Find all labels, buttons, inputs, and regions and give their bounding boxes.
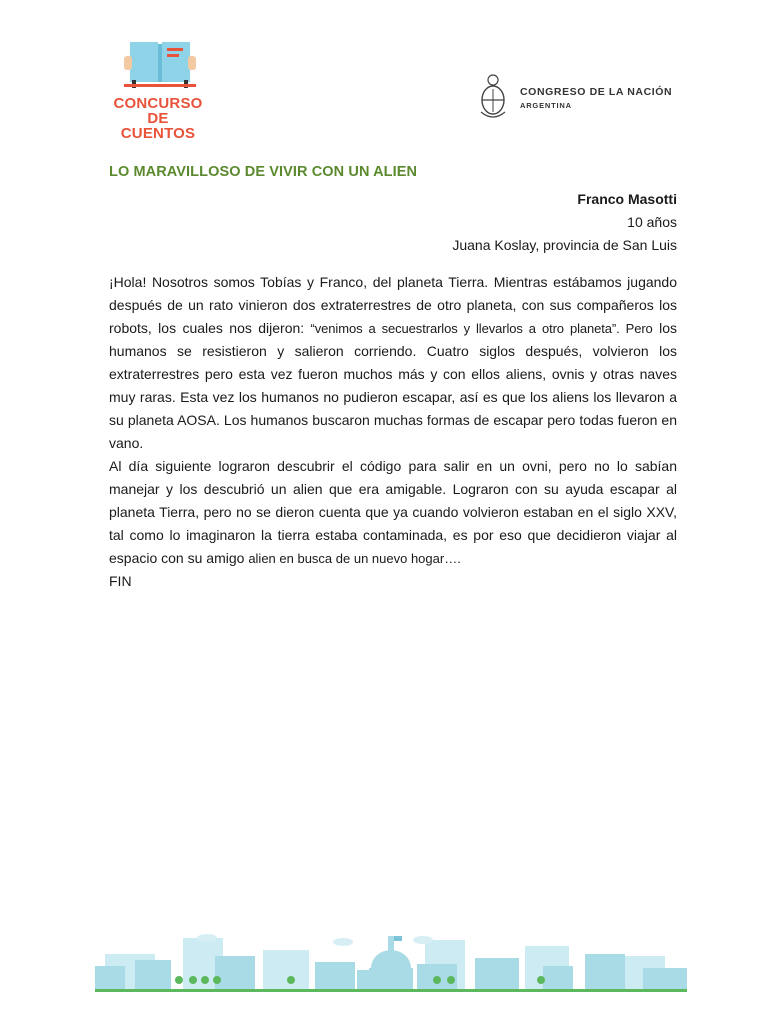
paragraph-2-part-a: Al día siguiente lograron descubrir el código para salir en un ovni, pero no lo sabían manejar y los descubrió un alien que era amigable. Lograron con su ayuda escapar al planeta Tierra, pero no se dieron cuenta que ya cuando volvieron estaban en el siglo XXV, tal como lo imaginaron la tierra estaba contaminada, es por eso que decidieron viajar al espacio con su amigo <box>109 458 677 566</box>
paragraph-1-part-b: los humanos se resistieron y salieron corriendo. Cuatro siglos después, volvieron los extraterrestres pero esta vez fueron muchos más y con ellos aliens, ovnis y otras naves muy raras. Esta vez los humanos no pudieron escapar, así es que los aliens los llevaron a su planeta AOSA. Los humanos buscaron muchas formas de escapar pero todas fueron en vano. <box>109 320 677 451</box>
author-name: Franco Masotti <box>577 191 677 207</box>
congreso-logo <box>478 72 678 124</box>
story-paragraph-2 <box>109 455 677 570</box>
story-body <box>109 271 677 593</box>
institution-country: ARGENTINA <box>520 101 572 110</box>
institution-name: CONGRESO DE LA NACIÓN <box>520 86 673 98</box>
story-title: LO MARAVILLOSO DE VIVIR CON UN ALIEN <box>109 164 418 180</box>
national-seal-icon <box>478 72 508 122</box>
author-age: 10 años <box>627 214 677 230</box>
city-skyline-illustration <box>95 926 687 996</box>
story-ending: FIN <box>109 573 132 589</box>
alien-quote: “venimos a secuestrarlos y llevarlos a otro planeta”. Pero <box>310 321 653 336</box>
logo-line-2: DE CUENTOS <box>120 110 196 142</box>
paragraph-2-tail: alien en busca de un nuevo hogar…. <box>248 551 461 566</box>
concurso-de-cuentos-logo <box>108 40 208 142</box>
paragraph-1-part-a: ¡Hola! Nosotros somos Tobías y Franco, del planeta Tierra. Mientras estábamos jugando después de un rato vinieron dos extraterrestres de otro planeta, con sus compañeros los robots, los cuales nos dijeron: <box>109 274 677 336</box>
author-block <box>452 188 677 257</box>
logo-line-1: CONCURSO <box>113 95 203 112</box>
story-paragraph-1 <box>109 271 677 455</box>
author-location: Juana Koslay, provincia de San Luis <box>452 237 677 253</box>
open-book-icon <box>124 40 196 88</box>
